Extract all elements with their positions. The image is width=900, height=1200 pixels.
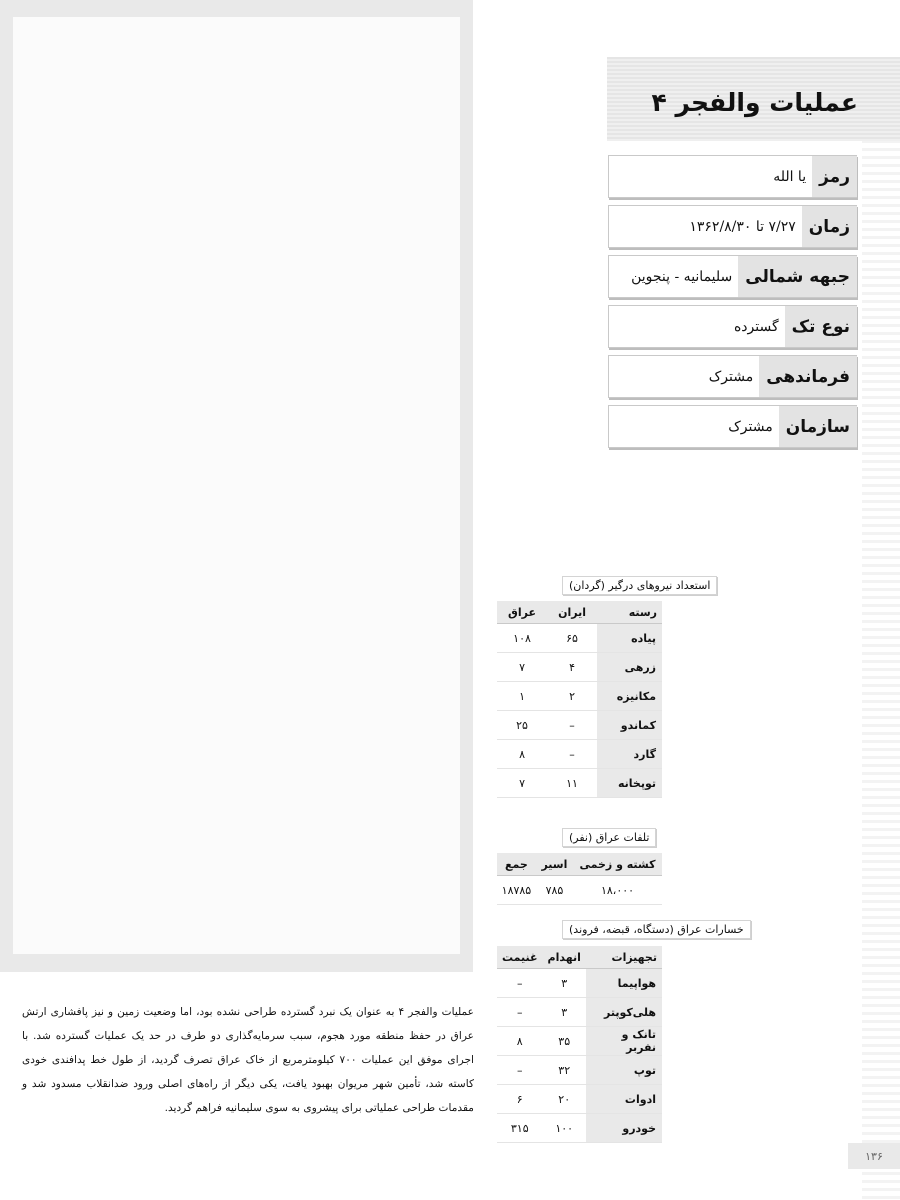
table-row [497, 653, 662, 682]
info-value: یا الله [773, 168, 807, 185]
table-header-row [497, 853, 662, 876]
column-header: انهدام [543, 946, 586, 969]
info-value: ۷/۲۷ تا ۱۳۶۲/۸/۳۰ [689, 218, 796, 235]
table-row [497, 624, 662, 653]
equipment-table [497, 946, 662, 1143]
table-cell: ۳ [543, 998, 586, 1027]
table-header-row [497, 946, 662, 969]
column-header: تجهیزات [586, 946, 662, 969]
table-cell: – [547, 740, 597, 769]
column-header: رسته [597, 601, 662, 624]
table-cell: ۸ [497, 1027, 543, 1056]
row-label: توپخانه [597, 769, 662, 798]
column-header: عراق [497, 601, 547, 624]
table-cell: ۱۰۸ [497, 624, 547, 653]
info-value: سلیمانیه - پنجوین [631, 268, 733, 285]
table-row [497, 1027, 662, 1056]
info-row-attack-type [608, 305, 857, 348]
row-label: ادوات [586, 1085, 662, 1114]
table-row [497, 1085, 662, 1114]
info-row-code [608, 155, 857, 198]
table-cell: ۳ [543, 969, 586, 998]
table-cell: ۳۲ [543, 1056, 586, 1085]
casualties-table-title: تلفات عراق (نفر) [562, 828, 656, 847]
column-header: غنیمت [497, 946, 543, 969]
table-cell: ۴ [547, 653, 597, 682]
page-number: ۱۳۶ [848, 1143, 900, 1169]
decorative-stripes [862, 140, 900, 1200]
table-cell: ۱۸۷۸۵ [497, 876, 536, 905]
row-label: زرهی [597, 653, 662, 682]
table-row [497, 711, 662, 740]
column-header: اسیر [536, 853, 573, 876]
table-cell: ۱۸،۰۰۰ [573, 876, 662, 905]
table-row [497, 740, 662, 769]
row-label: خودرو [586, 1114, 662, 1143]
table-row [497, 876, 662, 905]
table-row [497, 969, 662, 998]
table-cell: ۶ [497, 1085, 543, 1114]
table-cell: – [497, 998, 543, 1027]
row-label: کماندو [597, 711, 662, 740]
table-cell: ۲۰ [543, 1085, 586, 1114]
row-label: گارد [597, 740, 662, 769]
info-value: مشترک [728, 418, 773, 435]
table-cell: – [497, 969, 543, 998]
info-value: مشترک [708, 368, 754, 385]
table-cell: ۷ [497, 769, 547, 798]
table-cell: ۱ [497, 682, 547, 711]
forces-table [497, 601, 662, 798]
table-cell: ۲ [547, 682, 597, 711]
row-label: تانک و نفربر [586, 1027, 662, 1056]
page-title: عملیات والفجر ۴ [651, 88, 858, 117]
table-row [497, 998, 662, 1027]
info-row-command [608, 355, 857, 398]
column-header: جمع [497, 853, 536, 876]
info-label: جبهه شمالی [738, 256, 857, 297]
table-row [497, 1114, 662, 1143]
left-panel-background [0, 0, 473, 972]
table-cell: ۱۱ [547, 769, 597, 798]
table-cell: ۳۱۵ [497, 1114, 543, 1143]
row-label: توپ [586, 1056, 662, 1085]
table-row [497, 682, 662, 711]
row-label: پیاده [597, 624, 662, 653]
map-placeholder [13, 17, 460, 954]
table-cell: ۷ [497, 653, 547, 682]
operation-info-list [608, 155, 857, 455]
table-cell: ۶۵ [547, 624, 597, 653]
table-header-row [497, 601, 662, 624]
row-label: مکانیزه [597, 682, 662, 711]
row-label: هلی‌کوپتر [586, 998, 662, 1027]
row-label: هواپیما [586, 969, 662, 998]
info-label: زمان [802, 206, 857, 247]
table-cell: ۸ [497, 740, 547, 769]
info-row-front [608, 255, 857, 298]
table-cell: – [497, 1056, 543, 1085]
table-row [497, 769, 662, 798]
info-label: رمز [812, 156, 857, 197]
forces-table-title: استعداد نیروهای درگیر (گردان) [562, 576, 717, 595]
info-value: گسترده [733, 318, 779, 335]
equipment-table-title: خسارات عراق (دستگاه، قبضه، فروند) [562, 920, 751, 939]
info-row-organization [608, 405, 857, 448]
table-row [497, 1056, 662, 1085]
info-label: فرماندهی [759, 356, 857, 397]
table-cell: ۳۵ [543, 1027, 586, 1056]
info-label: سازمان [779, 406, 857, 447]
info-label: نوع تک [785, 306, 857, 347]
table-cell: ۲۵ [497, 711, 547, 740]
table-cell: – [547, 711, 597, 740]
info-row-time [608, 205, 857, 248]
column-header: ایران [547, 601, 597, 624]
table-cell: ۱۰۰ [543, 1114, 586, 1143]
table-cell: ۷۸۵ [536, 876, 573, 905]
casualties-table [497, 853, 662, 905]
column-header: کشته و زخمی [573, 853, 662, 876]
body-paragraph: عملیات والفجر ۴ به عنوان یک نبرد گسترده طراحی نشده بود، اما وضعیت زمین و نیز پافشاری ارتش عراق در حفظ منطقه مورد هجوم، سبب سرمایه‌گذاری دو طرف در حد یک عملیات گسترده شد. با اجرای موفق این عملیات ۷۰۰ کیلومترمربع از خاک عراق تصرف گردید، از طول خط پدافندی خودی کاسته شد، تأمین شهر مریوان بهبود یافت، یکی دیگر از راه‌های اصلی ورود ضدانقلاب مسدود شد و مقدمات طراحی عملیاتی برای پیشروی به سوی سلیمانیه فراهم گردید. [22, 1006, 474, 1114]
